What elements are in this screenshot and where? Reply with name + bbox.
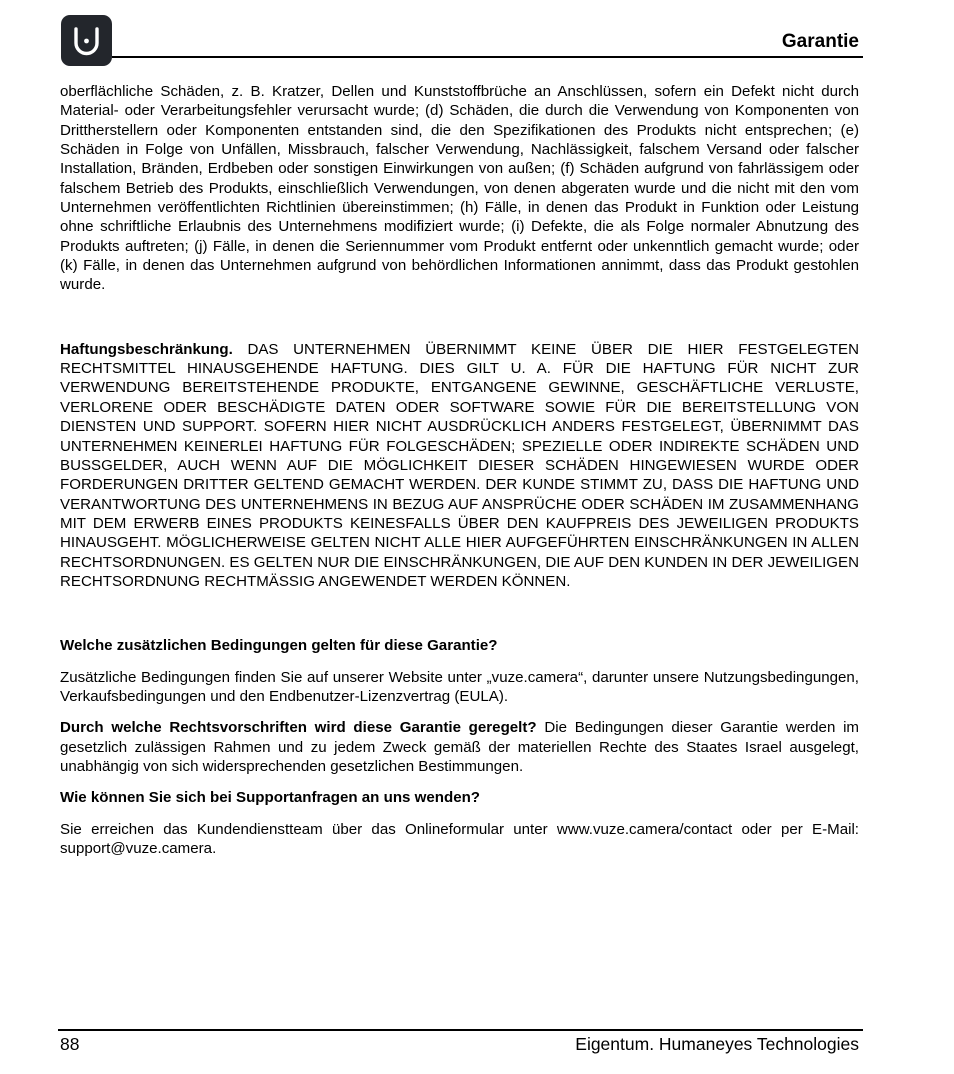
- governing-law-paragraph: [60, 718, 859, 776]
- header-divider: [112, 56, 863, 58]
- terms-paragraph: Zusätzliche Bedingungen finden Sie auf unserer Website unter „vuze.camera“, darunter unsere Nutzungsbedingungen, Verkaufsbedingungen und den Endbenutzer-Lizenzvertrag (EULA).: [60, 668, 859, 705]
- governing-law-heading: Durch welche Rechtsvorschriften wird diese Garantie geregelt?: [60, 719, 537, 737]
- document-body: [60, 82, 859, 858]
- footer-divider: [58, 1029, 863, 1031]
- liability-heading: Haftungsbeschränkung.: [60, 340, 233, 358]
- vuze-logo-icon: [61, 15, 112, 66]
- liability-paragraph: [60, 340, 859, 591]
- damages-paragraph: oberflächliche Schäden, z. B. Kratzer, Dellen und Kunststoffbrüche an Anschlüssen, sofern ein Defekt nicht durch Material- oder Verarbeitungsfehler verursacht wurde; (d) Schäden, die durch die Verwendung von Komponenten von Drittherstellern oder Komponenten entstanden sind, die den Spezifikationen des Produkts nicht entsprechen; (e) Schäden in Folge von Unfällen, Missbrauch, falscher Verwendung, Nachlässigkeit, falschem Versand oder falscher Installation, Bränden, Erdbeben oder sonstigen Einwirkungen von außen; (f) Schäden aufgrund von fahrlässigem oder falschem Betrieb des Produkts, einschließlich Verwendungen, von denen abgeraten wurde und die nicht mit den vom Unternehmen veröffentlichten Richtlinien übereinstimmen; (h) Fälle, in denen das Produkt in Funktion oder Leistung ohne schriftliche Erlaubnis des Unternehmens modifiziert wurde; (i) Defekte, die als Folge normaler Abnutzung des Produkts auftreten; (j) Fälle, in denen die Seriennummer vom Produkt entfernt oder unkenntlich gemacht wurde; oder (k) Fälle, in denen das Unternehmen aufgrund von behördlichen Informationen annimmt, dass das Produkt gestohlen wurde.: [60, 83, 859, 294]
- support-paragraph: Sie erreichen das Kundendienstteam über das Onlineformular unter www.vuze.camera/contact oder per E-Mail: support@vuze.camera.: [60, 820, 859, 857]
- liability-text: DAS UNTERNEHMEN ÜBERNIMMT KEINE ÜBER DIE HIER FESTGELEGTEN RECHTSMITTEL HINAUSGEHENDE HAFTUNG. DIES GILT U. A. FÜR DIE HAFTUNG FÜR NICHT ZUR VERWENDUNG BEREITSTEHENDE PRODUKTE, ENTGANGENE GEWINNE, GESCHÄFTLICHE VERLUSTE, VERLORENE ODER BESCHÄDIGTE DATEN ODER SOFTWARE SOWIE FÜR DIE BEREITSTELLUNG VON DIENSTEN UND SUPPORT. SOFERN HIER NICHT AUSDRÜCKLICH ANDERS FESTGELEGT, ÜBERNIMMT DAS UNTERNEHMEN KEINERLEI HAFTUNG FÜR FOLGESCHÄDEN; SPEZIELLE ODER INDIREKTE SCHÄDEN UND BUSSGELDER, AUCH WENN AUF DIE MÖGLICHKEIT DIESER SCHÄDEN HINGEWIESEN WURDE ODER FORDERUNGEN DRITTER GELTEND GEMACHT WERDEN. DER KUNDE STIMMT ZU, DASS DIE HAFTUNG UND VERANTWORTUNG DES UNTERNEHMENS IN BEZUG AUF ANSPRÜCHE ODER SCHÄDEN IM ZUSAMMENHANG MIT DEM ERWERB EINES PRODUKTS KEINESFALLS ÜBER DEN KAUFPREIS DES JEWEILIGEN PRODUKTS HINAUSGEHT. MÖGLICHERWEISE GELTEN NICHT ALLE HIER AUFGEFÜHRTEN EINSCHRÄNKUNGEN IN ALLEN RECHTSORDNUNGEN. ES GELTEN NUR DIE EINSCHRÄNKUNGEN, DIE AUF DEN KUNDEN IN DER JEWEILIGEN RECHTSORDNUNG RECHTMÄSSIG ANGEWENDET WERDEN KÖNNEN.: [60, 340, 859, 590]
- terms-question-heading: Welche zusätzlichen Bedingungen gelten für diese Garantie?: [60, 637, 498, 655]
- page-number: 88: [60, 1034, 80, 1054]
- support-question-heading: Wie können Sie sich bei Supportanfragen an uns wenden?: [60, 789, 481, 807]
- footer-owner: Eigentum. Humaneyes Technologies: [575, 1034, 859, 1054]
- page-title: Garantie: [781, 31, 859, 52]
- governing-law-text: Die Bedingungen dieser Garantie werden im gesetzlich zulässigen Rahmen und zu jedem Zweck gemäß der materiellen Rechte des Staates Israel ausgelegt, unabhängig von sich widersprechenden gesetzlichen Bestimmungen.: [60, 719, 859, 775]
